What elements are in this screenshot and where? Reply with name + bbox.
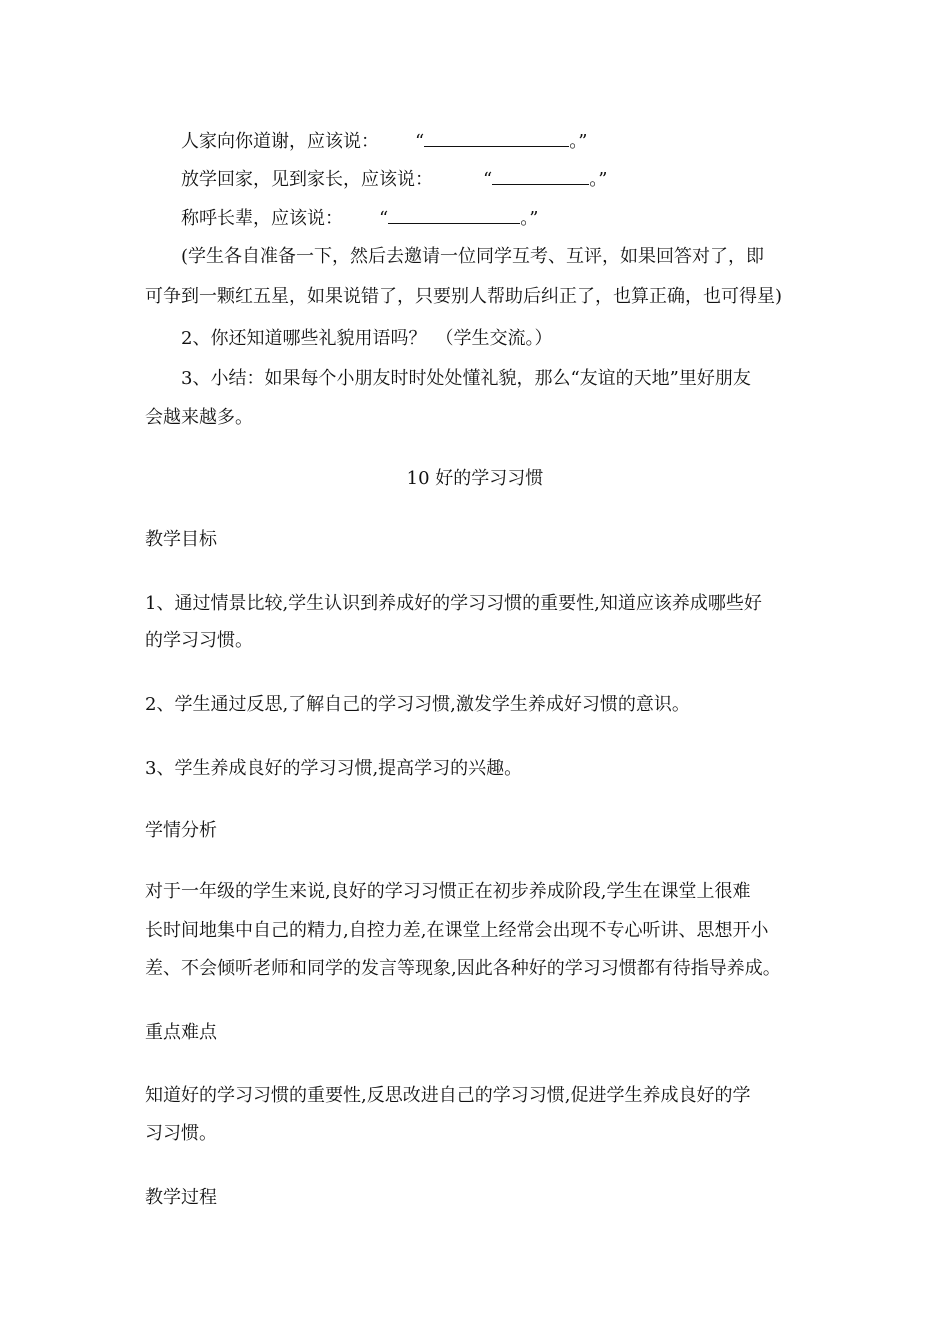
process-heading: 教学过程 (145, 1187, 217, 1208)
goal-1-line2: 的学习习惯。 (145, 630, 253, 651)
analysis-line2: 长时间地集中自己的精力,自控力差,在课堂上经常会出现不专心听讲、思想开小 (145, 920, 769, 941)
etiquette-prompt: 称呼长辈，应该说： (181, 208, 343, 229)
etiquette-prompt: 放学回家，见到家长，应该说： (181, 169, 433, 190)
close-quote: 。” (589, 169, 608, 190)
analysis-line3: 差、不会倾听老师和同学的发言等现象,因此各种好的学习习惯都有待指导养成。 (145, 958, 781, 979)
etiquette-prompt: 人家向你道谢，应该说： (181, 131, 379, 152)
activity-note-line1: (学生各自准备一下，然后去邀请一位同学互考、互评，如果回答对了，即 (181, 246, 765, 267)
lesson-title: 10 好的学习习惯 (406, 468, 544, 489)
question-2: 2、你还知道哪些礼貌用语吗？ （学生交流。） (181, 328, 553, 349)
close-quote: 。” (520, 208, 539, 229)
key-points-line1: 知道好的学习习惯的重要性,反思改进自己的学习习惯,促进学生养成良好的学 (145, 1085, 751, 1106)
open-quote: “ (483, 169, 493, 190)
activity-note-line2: 可争到一颗红五星，如果说错了，只要别人帮助后纠正了，也算正确，也可得星) (145, 286, 783, 307)
goal-2: 2、学生通过反思,了解自己的学习习惯,激发学生养成好习惯的意识。 (145, 694, 690, 715)
answer-blank (424, 128, 569, 147)
analysis-line1: 对于一年级的学生来说,良好的学习习惯正在初步养成阶段,学生在课堂上很难 (145, 881, 751, 902)
etiquette-line-elders (181, 205, 825, 231)
open-quote: “ (415, 131, 425, 152)
goals-heading: 教学目标 (145, 529, 217, 550)
summary-line2: 会越来越多。 (145, 407, 253, 428)
etiquette-line-home (181, 166, 825, 192)
goal-1-line1: 1、通过情景比较,学生认识到养成好的学习习惯的重要性,知道应该养成哪些好 (145, 593, 762, 614)
analysis-heading: 学情分析 (145, 820, 217, 841)
summary-line1: 3、小结：如果每个小朋友时时处处懂礼貌，那么“友谊的天地”里好朋友 (181, 368, 751, 389)
close-quote: 。” (569, 131, 588, 152)
key-points-line2: 习习惯。 (145, 1123, 217, 1144)
etiquette-line-thanks (181, 128, 825, 154)
goal-3: 3、学生养成良好的学习习惯,提高学习的兴趣。 (145, 758, 523, 779)
key-points-heading: 重点难点 (145, 1022, 217, 1043)
open-quote: “ (379, 208, 389, 229)
answer-blank (492, 166, 589, 185)
answer-blank (388, 205, 520, 224)
